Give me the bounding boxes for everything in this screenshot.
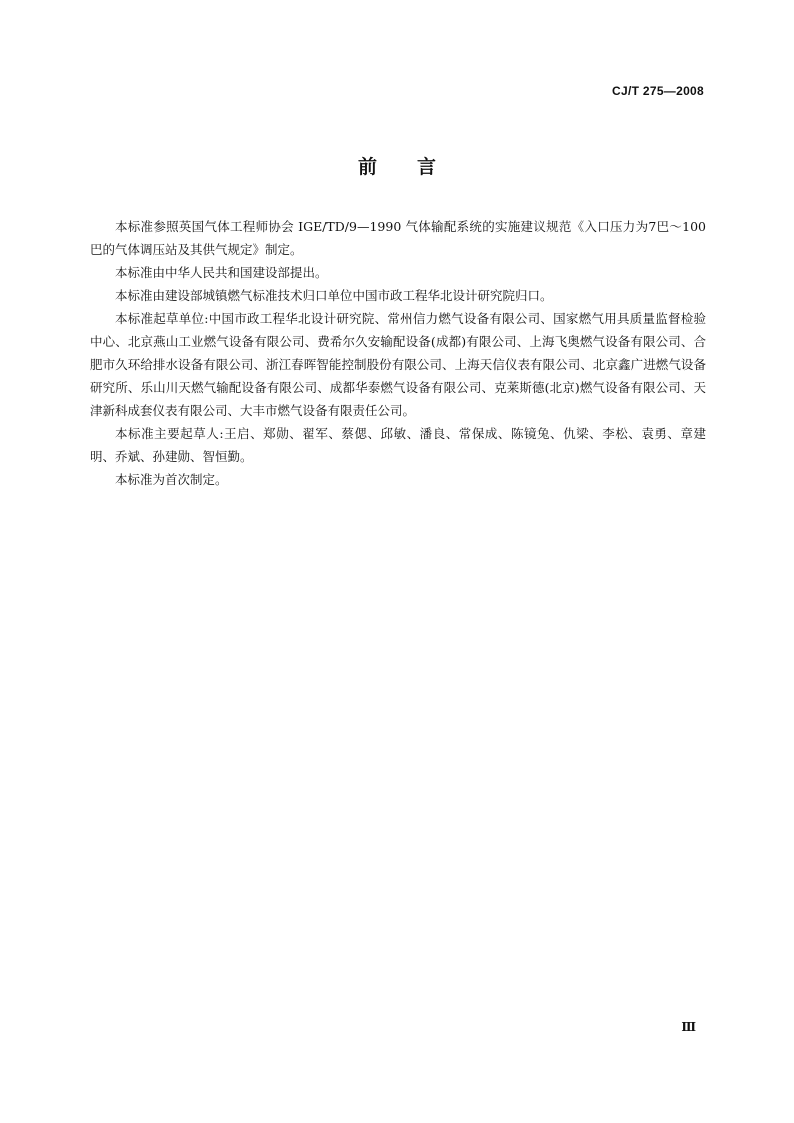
paragraph-first-edition: 本标准为首次制定。 (115, 472, 228, 487)
paragraph-reference: 本标准参照英国气体工程师协会 IGE/TD/9—1990 气体输配系统的实施建议规范《入口压力为7巴～100巴的气体调压站及其供气规定》制定。 (90, 219, 706, 257)
page-number: Ⅲ (681, 1020, 696, 1034)
page-title: 前言 (357, 156, 476, 178)
paragraph-proposed-by: 本标准由中华人民共和国建设部提出。 (115, 265, 328, 280)
paragraph-drafters: 本标准主要起草人:王启、郑勋、翟军、蔡偲、邱敏、潘良、常保成、陈镜兔、仇梁、李松、袁勇、章建明、乔斌、孙建勋、智恒勤。 (90, 426, 706, 464)
standard-code: CJ/T 275—2008 (612, 84, 704, 98)
paragraph-drafting-units: 本标准起草单位:中国市政工程华北设计研究院、常州信力燃气设备有限公司、国家燃气用具质量监督检验中心、北京燕山工业燃气设备有限公司、费希尔久安输配设备(成都)有限公司、上海飞奥燃气设备有限公司、合肥市久环给排水设备有限公司、浙江春晖智能控制股份有限公司、上海天信仪表有限公司、北京鑫广进燃气设备研究所、乐山川天燃气输配设备有限公司、成都华泰燃气设备有限公司、克莱斯德(北京)燃气设备有限公司、天津新科成套仪表有限公司、大丰市燃气设备有限责任公司。 (90, 311, 706, 418)
foreword-body (90, 215, 706, 491)
paragraph-centralized-by: 本标准由建设部城镇燃气标准技术归口单位中国市政工程华北设计研究院归口。 (115, 288, 553, 303)
